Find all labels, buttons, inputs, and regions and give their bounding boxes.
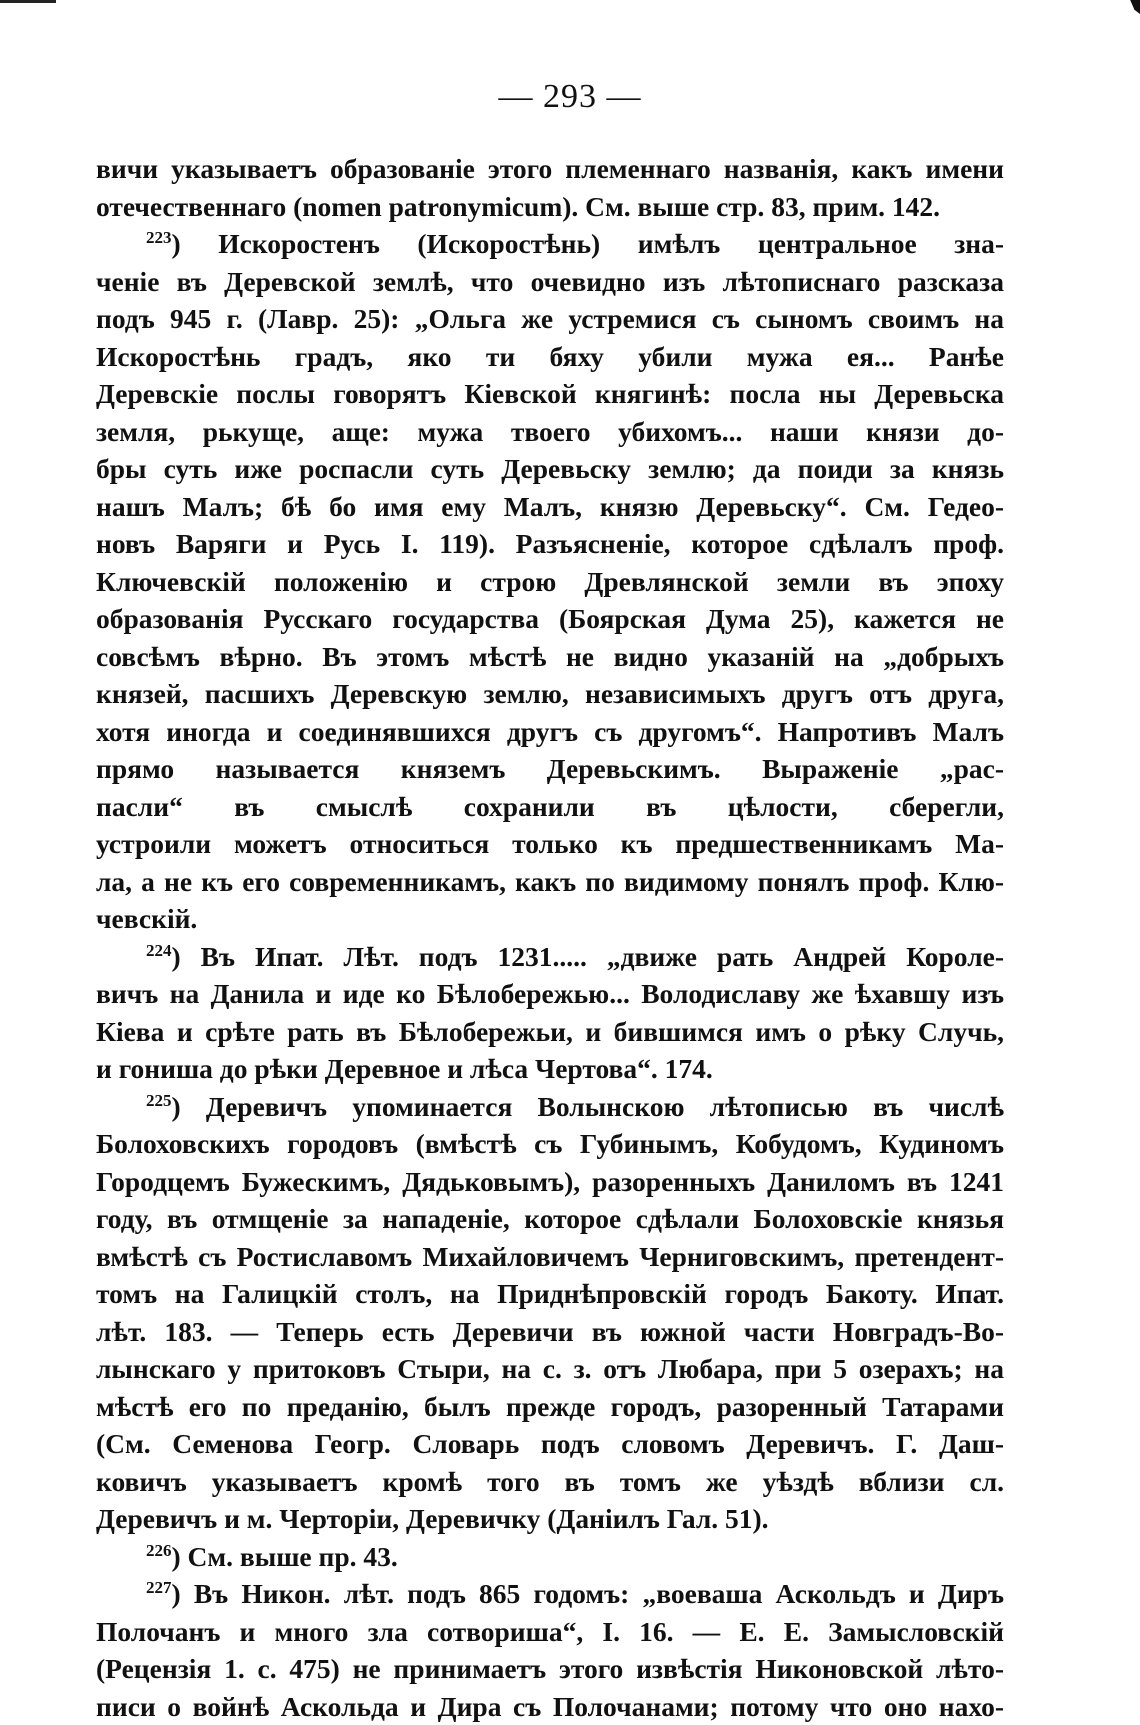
line-text: году, въ отмщеніе за нападеніе, которое сдѣлали Болоховскіе князья bbox=[96, 1203, 1004, 1234]
text-line bbox=[96, 600, 1004, 638]
text-line bbox=[96, 150, 1004, 188]
text-line bbox=[96, 1538, 1004, 1576]
text-line bbox=[96, 975, 1004, 1013]
text-line bbox=[96, 488, 1004, 526]
line-text: прямо называется княземъ Деревьскимъ. Выраженіе „рас- bbox=[96, 753, 1004, 784]
line-text: пасли“ въ смыслѣ сохранили въ цѣлости, сберегли, bbox=[96, 791, 1004, 822]
line-text: новъ Варяги и Русь I. 119). Разъясненіе, которое сдѣлалъ проф. bbox=[96, 528, 1004, 559]
footnote-number: 227 bbox=[146, 1578, 172, 1597]
line-text: вмѣстѣ съ Ростиславомъ Михайловичемъ Черниговскимъ, претендент- bbox=[96, 1241, 1004, 1272]
text-line bbox=[96, 450, 1004, 488]
text-line bbox=[96, 1275, 1004, 1313]
text-line bbox=[96, 1200, 1004, 1238]
scan-edge-mark bbox=[0, 0, 56, 3]
text-line bbox=[96, 375, 1004, 413]
line-text: бры суть иже роспасли суть Деревьску землю; да поиди за князь bbox=[96, 453, 1004, 484]
text-line bbox=[96, 1013, 1004, 1051]
line-text: Искоростѣнь градъ, яко ти бяху убили мужа ея... Ранѣе bbox=[96, 341, 1004, 372]
line-text: Городцемъ Бужескимъ, Дядьковымъ), разоренныхъ Даниломъ въ 1241 bbox=[96, 1166, 1004, 1197]
text-line bbox=[96, 863, 1004, 901]
footnote-number: 225 bbox=[146, 1090, 172, 1109]
line-text: ла, а не къ его современникамъ, какъ по видимому понялъ проф. Клю- bbox=[96, 866, 1004, 897]
text-line bbox=[96, 1463, 1004, 1501]
line-text: устроили можетъ относиться только къ предшественникамъ Ма- bbox=[96, 828, 1004, 859]
text-line bbox=[96, 1425, 1004, 1463]
footnote-number: 223 bbox=[146, 228, 172, 247]
text-body bbox=[96, 150, 1004, 1725]
line-text: вичъ на Данила и иде ко Бѣлобережью... Володиславу же ѣхавшу изъ bbox=[96, 978, 1004, 1009]
line-text: ) Искоростенъ (Искоростѣнь) имѣлъ центральное зна- bbox=[172, 228, 1005, 259]
line-text: вичи указываетъ образованіе этого племеннаго названія, какъ имени bbox=[96, 153, 1004, 184]
line-text: ченіе въ Деревской землѣ, что очевидно изъ лѣтописнаго разсказа bbox=[96, 266, 1004, 297]
text-line bbox=[96, 1388, 1004, 1426]
line-text: лынскаго у притоковъ Стыри, на с. з. отъ Любара, при 5 озерахъ; на bbox=[96, 1353, 1004, 1384]
line-text: Кіева и срѣте рать въ Бѣлобережьи, и бившимся имъ о рѣку Случь, bbox=[96, 1016, 1004, 1047]
line-text: ) См. выше пр. 43. bbox=[172, 1541, 398, 1572]
line-text: образованія Русскаго государства (Боярская Дума 25), кажется не bbox=[96, 603, 1004, 634]
line-text: Деревскіе послы говорятъ Кіевской княгинѣ: посла ны Деревьска bbox=[96, 378, 1004, 409]
text-line bbox=[96, 188, 1004, 226]
text-line bbox=[96, 263, 1004, 301]
text-line bbox=[96, 1238, 1004, 1276]
line-text: писи о войнѣ Аскольда и Дира съ Полочанами; потому что оно нахо- bbox=[96, 1691, 1004, 1722]
text-line bbox=[96, 1350, 1004, 1388]
text-line bbox=[96, 638, 1004, 676]
text-line bbox=[96, 1313, 1004, 1351]
line-text: ) Деревичъ упоминается Волынскою лѣтописью въ числѣ bbox=[172, 1091, 1005, 1122]
text-line bbox=[96, 1500, 1004, 1538]
text-line bbox=[96, 900, 1004, 938]
text-line bbox=[96, 675, 1004, 713]
line-text: земля, рькуще, аще: мужа твоего убихомъ... наши князи до- bbox=[96, 416, 1004, 447]
text-line bbox=[96, 1650, 1004, 1688]
text-line bbox=[96, 338, 1004, 376]
line-text: томъ на Галицкій столъ, на Приднѣпровскій городъ Бакоту. Ипат. bbox=[96, 1278, 1004, 1309]
line-text: ) Въ Ипат. Лѣт. подъ 1231..... „движе рать Андрей Короле- bbox=[172, 941, 1005, 972]
line-text: Ключевскій положенію и строю Древлянской земли въ эпоху bbox=[96, 566, 1004, 597]
line-text: лѣт. 183. — Теперь есть Деревичи въ южной части Новградъ-Во- bbox=[96, 1316, 1004, 1347]
line-text: (См. Семенова Геогр. Словарь подъ словомъ Деревичъ. Г. Даш- bbox=[96, 1428, 1004, 1459]
text-line bbox=[96, 1575, 1004, 1613]
footnote-number: 224 bbox=[146, 940, 172, 959]
line-text: мѣстѣ его по преданію, былъ прежде городъ, разоренный Татарами bbox=[96, 1391, 1004, 1422]
line-text: нашъ Малъ; бѣ бо имя ему Малъ, князю Деревьску“. См. Гедео- bbox=[96, 491, 1004, 522]
text-line bbox=[96, 1050, 1004, 1088]
line-text: ковичъ указываетъ кромѣ того въ томъ же уѣздѣ вблизи сл. bbox=[96, 1466, 1004, 1497]
text-line bbox=[96, 1088, 1004, 1126]
text-line bbox=[96, 413, 1004, 451]
text-line bbox=[96, 1163, 1004, 1201]
text-line bbox=[96, 563, 1004, 601]
line-text: Деревичъ и м. Черторіи, Деревичку (Даніилъ Гал. 51). bbox=[96, 1503, 769, 1534]
text-line bbox=[96, 788, 1004, 826]
line-text: Полочанъ и много зла сотвориша“, I. 16. — Е. Е. Замысловскій bbox=[96, 1616, 1004, 1647]
scan-corner-mark bbox=[1126, 0, 1140, 14]
line-text: совсѣмъ вѣрно. Въ этомъ мѣстѣ не видно указаній на „добрыхъ bbox=[96, 641, 1004, 672]
line-text: князей, пасшихъ Деревскую землю, независимыхъ другъ отъ друга, bbox=[96, 678, 1004, 709]
footnote-number: 226 bbox=[146, 1540, 172, 1559]
line-text: (Рецензія 1. с. 475) не принимаетъ этого извѣстія Никоновской лѣто- bbox=[96, 1653, 1004, 1684]
text-line bbox=[96, 1613, 1004, 1651]
text-line bbox=[96, 300, 1004, 338]
text-line bbox=[96, 525, 1004, 563]
text-line bbox=[96, 225, 1004, 263]
line-text: подъ 945 г. (Лавр. 25): „Ольга же устремися съ сыномъ своимъ на bbox=[96, 303, 1004, 334]
text-line bbox=[96, 713, 1004, 751]
text-line bbox=[96, 1688, 1004, 1725]
line-text: отечественнаго (nomen patronymicum). См. выше стр. 83, прим. 142. bbox=[96, 191, 940, 222]
text-line bbox=[96, 1125, 1004, 1163]
line-text: ) Въ Никон. лѣт. подъ 865 годомъ: „воеваша Аскольдъ и Диръ bbox=[172, 1578, 1005, 1609]
line-text: чевскій. bbox=[96, 903, 197, 934]
text-line bbox=[96, 750, 1004, 788]
line-text: хотя иногда и соединявшихся другъ съ другомъ“. Напротивъ Малъ bbox=[96, 716, 1004, 747]
text-line bbox=[96, 938, 1004, 976]
text-line bbox=[96, 825, 1004, 863]
page-number: — 293 — bbox=[0, 78, 1140, 116]
line-text: Болоховскихъ городовъ (вмѣстѣ съ Губинымъ, Кобудомъ, Кудиномъ bbox=[96, 1128, 1004, 1159]
line-text: и гониша до рѣки Деревное и лѣса Чертова“. 174. bbox=[96, 1053, 713, 1084]
